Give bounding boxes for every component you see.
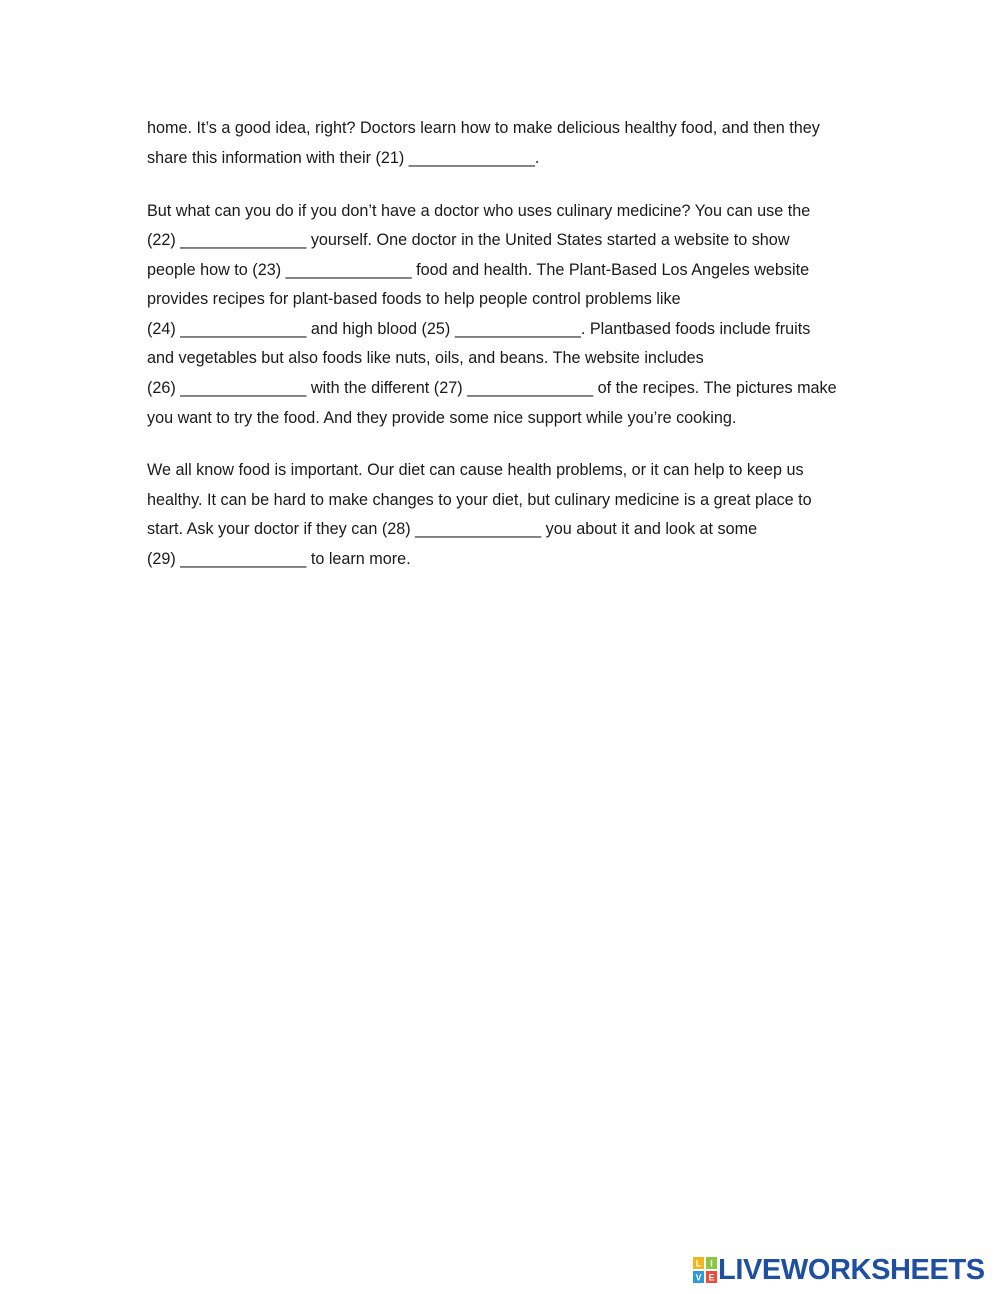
text-line: (22) ______________ yourself. One doctor in the United States started a website to show bbox=[147, 231, 790, 249]
text-line: you want to try the food. And they provide some nice support while you’re cooking. bbox=[147, 409, 737, 427]
text-line: and vegetables but also foods like nuts, oils, and beans. The website includes bbox=[147, 349, 704, 367]
text-line: (24) ______________ and high blood (25) ______________. Plantbased foods include fruits bbox=[147, 320, 811, 338]
liveworksheets-logo-text: LIVEWORKSHEETS bbox=[718, 1254, 985, 1286]
text-line: share this information with their (21) ______________. bbox=[147, 149, 540, 167]
svg-text:L: L bbox=[695, 1258, 702, 1269]
text-line: provides recipes for plant-based foods to help people control problems like bbox=[147, 290, 681, 308]
text-line: We all know food is important. Our diet can cause health problems, or it can help to keep us bbox=[147, 461, 804, 479]
liveworksheets-logo bbox=[693, 1254, 985, 1286]
text-line: But what can you do if you don’t have a doctor who uses culinary medicine? You can use the bbox=[147, 202, 811, 220]
svg-text:V: V bbox=[695, 1272, 702, 1283]
svg-text:E: E bbox=[708, 1272, 715, 1283]
svg-text:I: I bbox=[710, 1258, 713, 1269]
liveworksheets-logo-mark-icon bbox=[693, 1257, 717, 1283]
text-line: (29) ______________ to learn more. bbox=[147, 550, 411, 568]
text-line: home. It’s a good idea, right? Doctors learn how to make delicious healthy food, and then they bbox=[147, 119, 820, 137]
text-line: healthy. It can be hard to make changes to your diet, but culinary medicine is a great place to bbox=[147, 491, 812, 509]
text-line: start. Ask your doctor if they can (28) ______________ you about it and look at some bbox=[147, 520, 758, 538]
text-line: (26) ______________ with the different (27) ______________ of the recipes. The pictures make bbox=[147, 379, 837, 397]
text-line: people how to (23) ______________ food and health. The Plant-Based Los Angeles website bbox=[147, 261, 810, 279]
